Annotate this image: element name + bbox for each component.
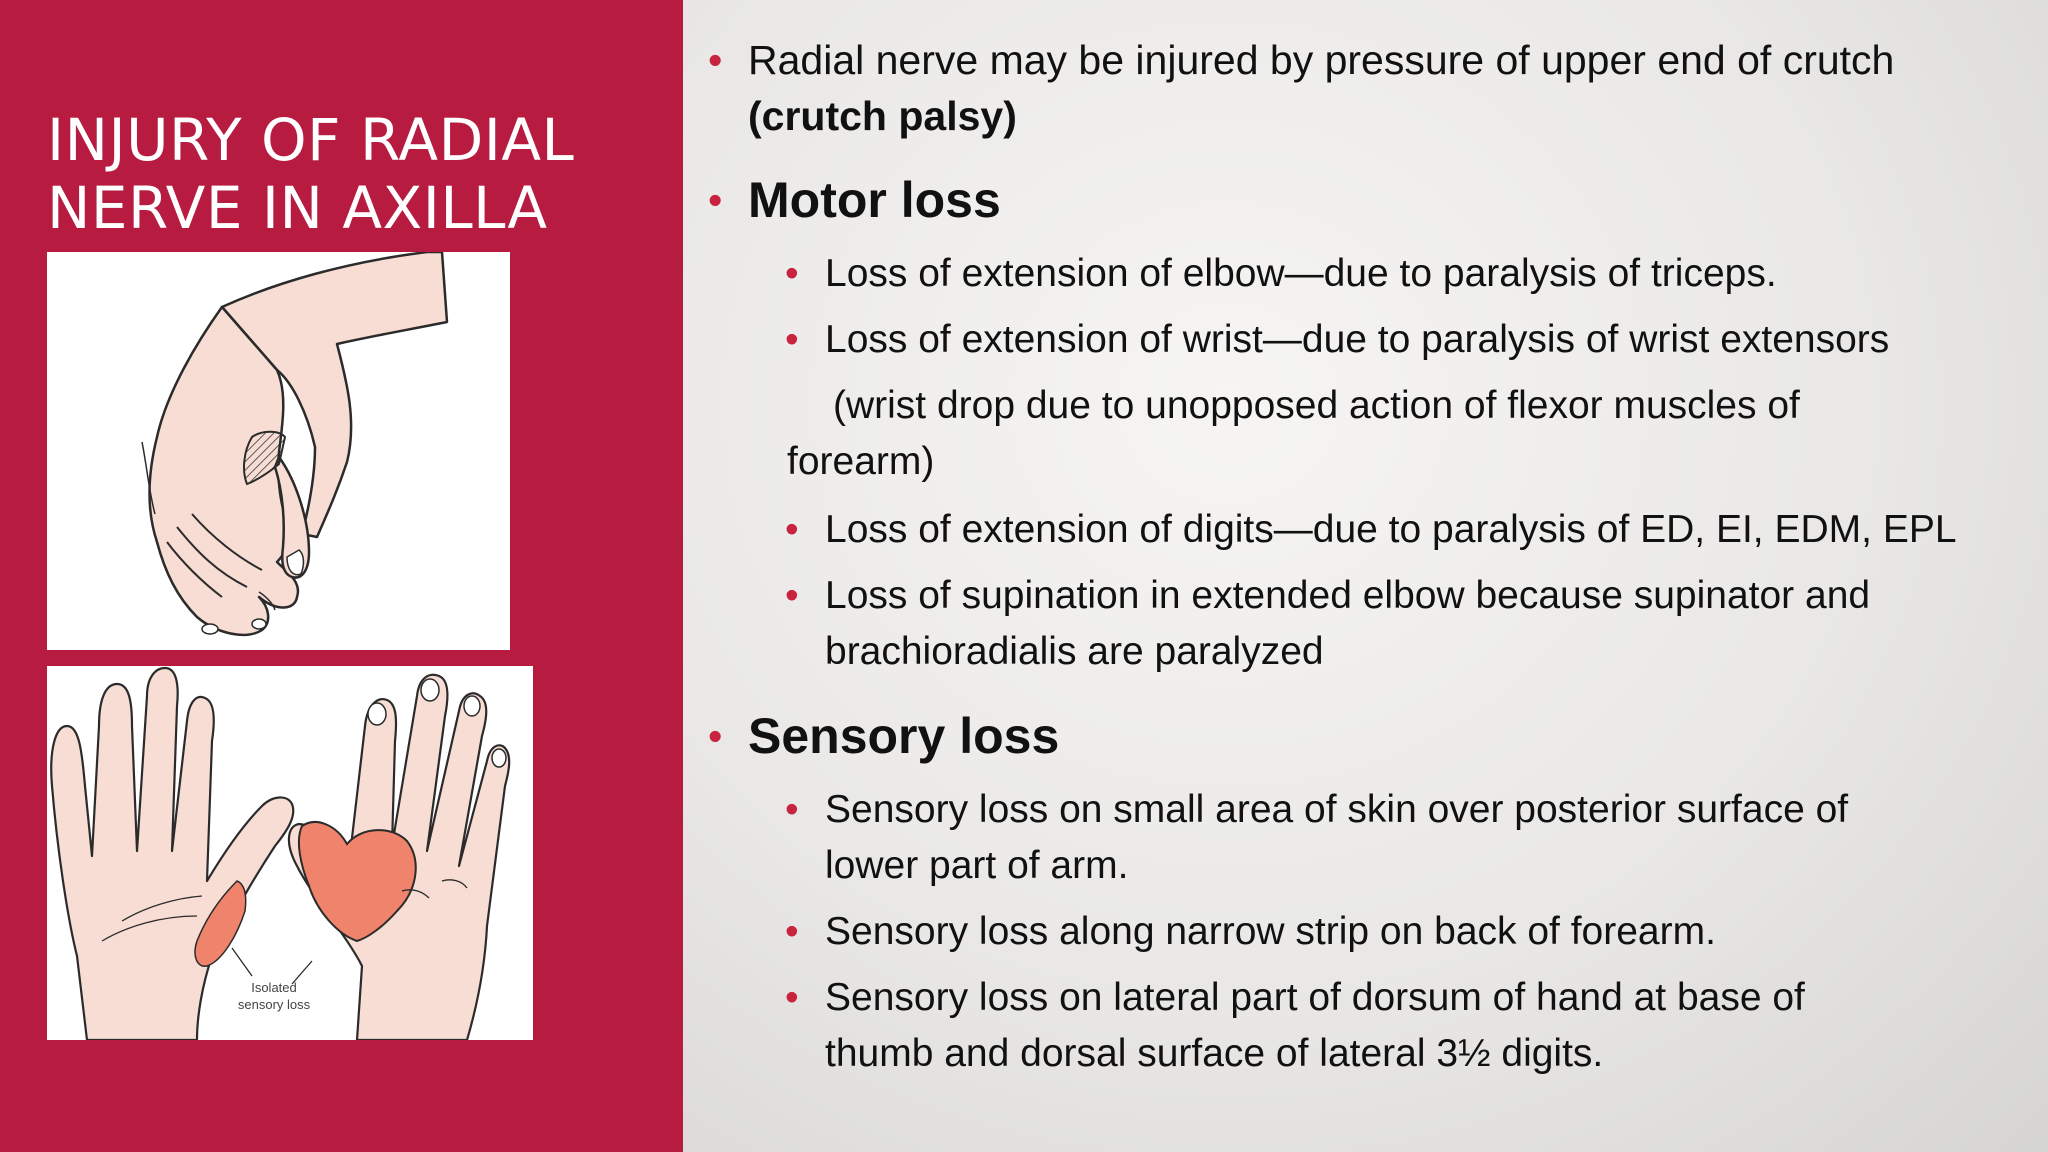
bullet-icon: • xyxy=(785,252,799,295)
slide-title-line1: INJURY OF RADIAL xyxy=(47,106,575,174)
bullet-crutch-palsy xyxy=(708,32,1895,144)
title-panel xyxy=(0,0,683,1152)
sensory-loss-label-line1: Isolated xyxy=(251,980,297,995)
bullet-crutch-bold: (crutch palsy) xyxy=(748,93,1017,139)
motor-item-wrist-text: Loss of extension of wrist—due to paralysis of wrist extensors xyxy=(825,318,1890,361)
sensory-item-arm xyxy=(785,782,1849,894)
bullet-crutch-text: Radial nerve may be injured by pressure of upper end of crutch xyxy=(748,37,1895,83)
motor-item-wrist-continuation-2 xyxy=(787,434,934,490)
sensory-item-hand-line2: thumb and dorsal surface of lateral 3½ digits. xyxy=(825,1032,1604,1075)
motor-item-wrist-continuation xyxy=(833,378,1800,434)
bullet-icon: • xyxy=(785,318,799,361)
sensory-loss-hands-drawing xyxy=(47,666,533,1040)
bullet-icon: • xyxy=(785,788,799,831)
motor-item-supination xyxy=(785,568,1871,680)
sensory-loss-heading-text: Sensory loss xyxy=(748,708,1060,764)
motor-item-elbow-text: Loss of extension of elbow—due to paralysis of triceps. xyxy=(825,252,1777,295)
slide-title-line2: NERVE IN AXILLA xyxy=(47,174,548,242)
sensory-item-arm-line2: lower part of arm. xyxy=(825,844,1129,887)
sensory-item-arm-line1: Sensory loss on small area of skin over posterior surface of xyxy=(825,788,1849,831)
motor-loss-heading xyxy=(708,170,1001,230)
sensory-loss-heading xyxy=(708,706,1060,766)
motor-item-elbow xyxy=(785,246,1777,302)
sensory-loss-label-line2: sensory loss xyxy=(237,997,311,1012)
motor-item-wrist-cont2: forearm) xyxy=(787,440,935,483)
sensory-item-hand-line1: Sensory loss on lateral part of dorsum of hand at base of xyxy=(825,976,1805,1019)
sensory-item-forearm-text: Sensory loss along narrow strip on back of forearm. xyxy=(825,910,1716,953)
motor-item-wrist-cont1: (wrist drop due to unopposed action of flexor muscles of xyxy=(833,384,1800,427)
bullet-icon: • xyxy=(785,574,799,617)
bullet-list xyxy=(683,0,2048,1152)
sensory-loss-illustration xyxy=(47,666,533,1040)
wrist-drop-illustration xyxy=(47,252,510,650)
motor-item-digits-text: Loss of extension of digits—due to paralysis of ED, EI, EDM, EPL xyxy=(825,508,1957,551)
slide-title xyxy=(47,106,667,242)
motor-loss-heading-text: Motor loss xyxy=(748,172,1001,228)
content-panel xyxy=(683,0,2048,1152)
motor-item-supination-line1: Loss of supination in extended elbow because supinator and xyxy=(825,574,1871,617)
bullet-icon: • xyxy=(708,713,723,759)
sensory-item-forearm xyxy=(785,904,1716,960)
bullet-icon: • xyxy=(708,37,723,83)
bullet-icon: • xyxy=(708,177,723,223)
wrist-drop-hand-drawing xyxy=(47,252,510,650)
sensory-item-hand xyxy=(785,970,1805,1082)
motor-item-digits xyxy=(785,502,1957,558)
motor-item-supination-line2: brachioradialis are paralyzed xyxy=(825,630,1324,673)
bullet-icon: • xyxy=(785,976,799,1019)
bullet-icon: • xyxy=(785,508,799,551)
motor-item-wrist xyxy=(785,312,1890,368)
bullet-icon: • xyxy=(785,910,799,953)
